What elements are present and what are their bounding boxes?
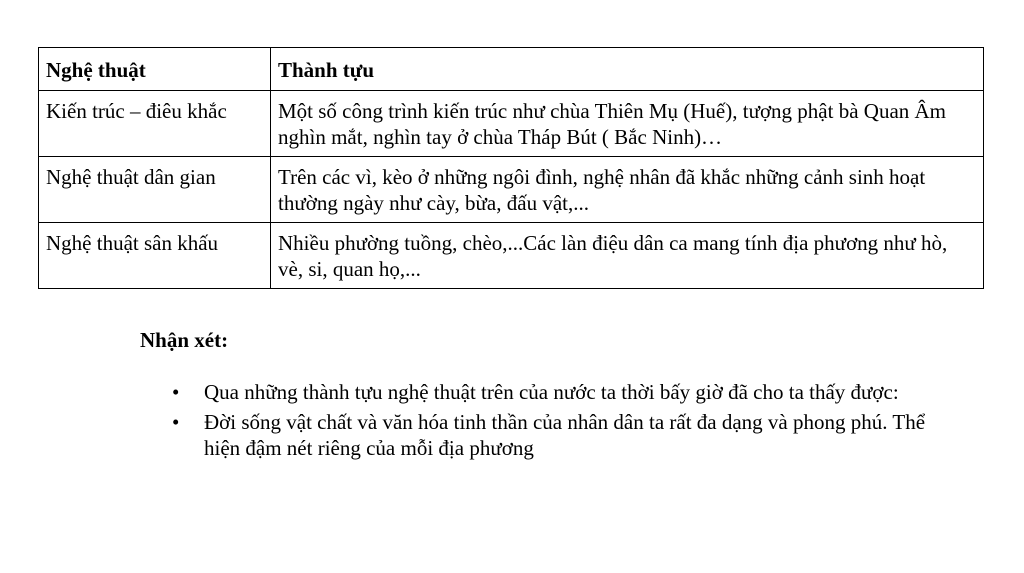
achievement-cell: Trên các vì, kèo ở những ngôi đình, nghệ nhân đã khắc những cảnh sinh hoạt thường ngày như cày, bừa, đấu vật,...: [271, 157, 984, 223]
arts-achievements-table: [38, 47, 984, 289]
remark-text: Qua những thành tựu nghệ thuật trên của nước ta thời bấy giờ đã cho ta thấy được:: [204, 380, 899, 404]
art-field-cell: Nghệ thuật dân gian: [39, 157, 271, 223]
list-item: [170, 409, 960, 461]
table-row: [39, 223, 984, 289]
achievement-cell: Một số công trình kiến trúc như chùa Thiên Mụ (Huế), tượng phật bà Quan Âm nghìn mắt, nghìn tay ở chùa Tháp Bút ( Bắc Ninh)…: [271, 91, 984, 157]
bullet-icon: •: [172, 380, 180, 404]
header-achievements: Thành tựu: [271, 48, 984, 91]
remark-text: Đời sống vật chất và văn hóa tinh thần của nhân dân ta rất đa dạng và phong phú. Thể hiện đậm nét riêng của mỗi địa phương: [204, 410, 926, 460]
header-art-field: Nghệ thuật: [39, 48, 271, 91]
bullet-icon: •: [172, 410, 180, 434]
remarks-list: [170, 379, 960, 465]
table-header-row: [39, 48, 984, 91]
table-row: [39, 157, 984, 223]
remarks-heading: Nhận xét:: [140, 328, 229, 352]
art-field-cell: Kiến trúc – điêu khắc: [39, 91, 271, 157]
list-item: [170, 379, 960, 405]
table-row: [39, 91, 984, 157]
achievement-cell: Nhiều phường tuồng, chèo,...Các làn điệu dân ca mang tính địa phương như hò, vè, si, quan họ,...: [271, 223, 984, 289]
art-field-cell: Nghệ thuật sân khấu: [39, 223, 271, 289]
